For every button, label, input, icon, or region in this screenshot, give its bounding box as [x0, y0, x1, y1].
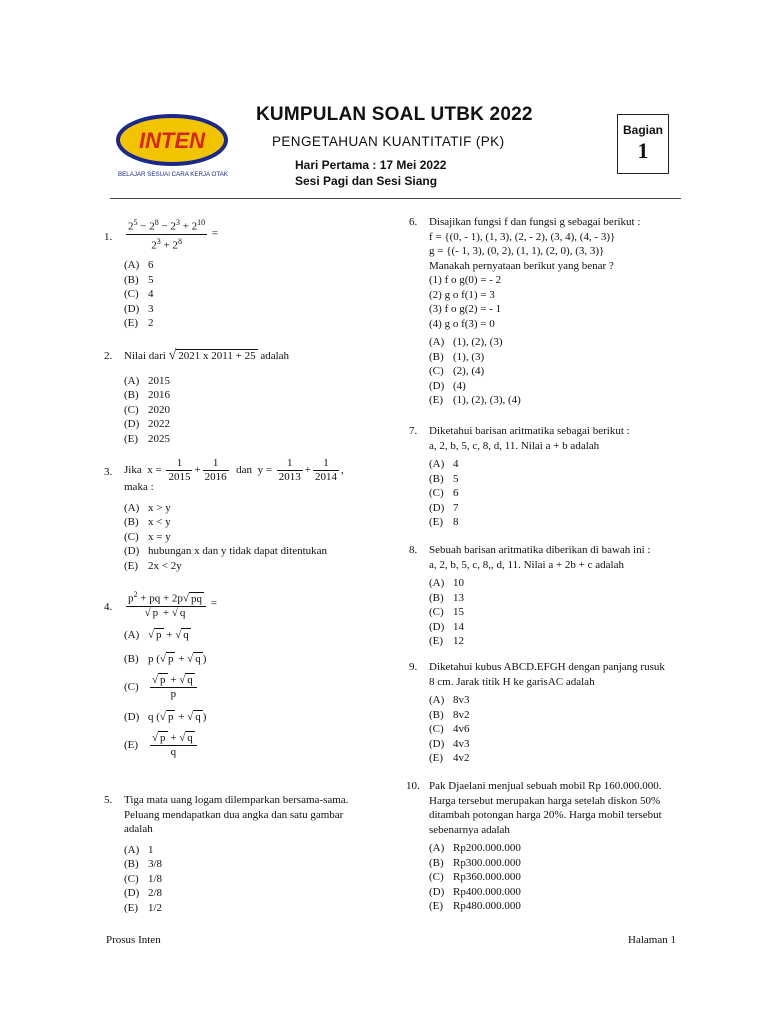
- options-list: [124, 374, 289, 447]
- option-b[interactable]: (B) 2016: [124, 389, 170, 401]
- footer-page-number: Halaman 1: [628, 934, 676, 946]
- question-number: 10.: [406, 780, 420, 792]
- options-list: [429, 841, 662, 914]
- option-e[interactable]: (E) 2025: [124, 432, 170, 445]
- option-d[interactable]: (D) hubungan x dan y tidak dapat ditentukan: [124, 545, 328, 557]
- option-c[interactable]: (C) 2020: [124, 403, 170, 416]
- question-1: 1. $\frac{2^5 - 2^8 - 2^3 + 2^{10}}{2^3 + 2^8}$ = (A) 6 (B) 5 (C) 4 (D) 3 (E) 2: [104, 218, 219, 330]
- option-d[interactable]: (D) 4v3: [429, 737, 470, 750]
- logo-tagline: BELAJAR SESUAI CARA KERJA OTAK: [118, 171, 228, 178]
- options-list: [124, 258, 218, 331]
- question-number: 5.: [104, 794, 113, 806]
- logo-text: INTEN: [139, 128, 205, 153]
- exam-day: Hari Pertama : 17 Mei 2022: [295, 158, 447, 172]
- option-c[interactable]: (C) $\frac{√ p + √ q}{p}$: [124, 674, 217, 710]
- option-c[interactable]: (C) 6: [429, 487, 459, 499]
- option-c[interactable]: (C) x = y: [124, 530, 171, 543]
- option-c[interactable]: (C) 1/8: [124, 872, 163, 885]
- option-b[interactable]: (B) 5: [429, 472, 459, 485]
- option-b[interactable]: (B) 13: [429, 591, 464, 604]
- options-list: [429, 576, 650, 649]
- question-text: Nilai dari: [124, 350, 166, 362]
- function-g: g = {(- 1, 3), (0, 2), (1, 1), (2, 0), (3, 3)}: [429, 245, 605, 257]
- question-10: 10. Pak Djaelani menjual sebuah mobil Rp 160.000.000. Harga tersebut merupakan harga setelah diskon 50% ditambah potongan harga 20%. Harga mobil tersebut sebenarnya adalah (A) Rp200.000.000 (B) Rp300.000.000 (C) Rp360.000.000 (D) Rp400.000.000 (E) Rp480.000.000: [406, 780, 662, 912]
- question-number: 6.: [409, 216, 418, 228]
- question-number: 2.: [104, 350, 113, 362]
- option-a[interactable]: (A) √ p + √ q: [124, 628, 189, 641]
- option-d[interactable]: (D) 14: [429, 620, 464, 633]
- question-5: 5. Tiga mata uang logam dilemparkan bersama-sama. Peluang mendapatkan dua angka dan satu gambar adalah (A) 1 (B) 3/8 (C) 1/8 (D) 2/8 (E) 1/2: [104, 794, 349, 914]
- question-text: Diketahui barisan aritmatika sebagai berikut :: [429, 425, 630, 437]
- expression-fraction: $\frac{p^2 + pq + 2p√ pq}{√ p + √ q}$: [126, 588, 206, 620]
- exam-session: Sesi Pagi dan Sesi Siang: [295, 174, 438, 188]
- question-2: 2. Nilai dari √ 2021 x 2011 + 25 adalah (A) 2015 (B) 2016 (C) 2020 (D) 2022 (E) 2025: [104, 348, 290, 445]
- question-number: 4.: [104, 601, 113, 613]
- option-e[interactable]: (E) 2x < 2y: [124, 559, 182, 572]
- option-e[interactable]: (E) Rp480.000.000: [429, 900, 521, 912]
- option-e[interactable]: (E) 4v2: [429, 752, 470, 764]
- question-text: Pak Djaelani menjual sebuah mobil Rp 160.000.000.: [429, 780, 662, 792]
- option-a[interactable]: (A) 4: [429, 458, 459, 470]
- option-c[interactable]: (C) Rp360.000.000: [429, 871, 521, 883]
- option-e[interactable]: (E) 8: [429, 516, 459, 528]
- page-title: KUMPULAN SOAL UTBK 2022: [256, 104, 533, 125]
- question-number: 9.: [409, 661, 418, 673]
- option-e[interactable]: (E) 2: [124, 317, 154, 330]
- option-b[interactable]: (B) 8v2: [429, 708, 470, 721]
- option-b[interactable]: (B) 5: [124, 273, 154, 286]
- question-6: 6. Disajikan fungsi f dan fungsi g sebagai berikut : f = {(0, - 1), (1, 3), (2, - 2), (3, 4), (4, - 3)} g = {(- 1, 3), (0, 2), (1, 1), (2, 0), (3, 3)} Manakah pernyataan berikut yang benar ? (1) f o g(0) = - 2 (2) g o f(1) = 3 (3) f o g(2) = - 1 (4) g o f(3) = 0 (A) (1), (2), (3) (B) (1), (3) (C) (2), (4) (D) (4) (E) (1), (2), (3), (4): [409, 216, 641, 406]
- options-list: [124, 501, 344, 574]
- option-a[interactable]: (A) 10: [429, 577, 464, 589]
- expression-fraction: $\frac{2^5 - 2^8 - 2^3 + 2^{10}}{2^3 + 2^8}$: [128, 218, 206, 252]
- question-7: 7. Diketahui barisan aritmatika sebagai berikut : a, 2, b, 5, c, 8, d, 11. Nilai a + b adalah (A) 4 (B) 5 (C) 6 (D) 7 (E) 8: [409, 425, 630, 528]
- option-b[interactable]: (B) p (√ p + √ q ): [124, 652, 207, 665]
- options-list: [124, 843, 348, 916]
- option-e[interactable]: (E) $\frac{√ p + √ q}{q}$: [124, 732, 217, 759]
- option-c[interactable]: (C) 4v6: [429, 723, 470, 735]
- question-text: Tiga mata uang logam dilemparkan bersama-sama.: [124, 794, 349, 806]
- option-b[interactable]: (B) x < y: [124, 516, 171, 528]
- option-b[interactable]: (B) 3/8: [124, 858, 163, 870]
- option-a[interactable]: (A) x > y: [124, 501, 171, 514]
- option-a[interactable]: (A) Rp200.000.000: [429, 842, 521, 854]
- question-8: 8. Sebuah barisan aritmatika diberikan di bawah ini : a, 2, b, 5, c, 8,, d, 11. Nilai a + 2b + c adalah (A) 10 (B) 13 (C) 15 (D) 14 (E) 12: [409, 544, 651, 647]
- option-d[interactable]: (D) q (√ p + √ q ): [124, 710, 207, 723]
- radicand: 2021 x 2011 + 25: [178, 350, 256, 362]
- option-e[interactable]: (E) 12: [429, 635, 464, 647]
- question-number: 3.: [104, 466, 113, 478]
- option-a[interactable]: (A) 1: [124, 843, 154, 856]
- question-3: 3. Jika x = $\frac{1}{2015}$ + $\frac{1}{2016}$ dan y = $\frac{1}{2013}$ + $\frac{1}{2014}$ , maka : (A) x > y (B) x < y (C) x = y (D) hubungan x dan y tidak dapat ditentukan (E) 2x < 2y: [104, 457, 344, 572]
- options-list: [124, 628, 217, 759]
- option-b[interactable]: (B) (1), (3): [429, 350, 485, 363]
- option-d[interactable]: (D) 3: [124, 302, 154, 315]
- option-d[interactable]: (D) 2/8: [124, 887, 163, 899]
- option-a[interactable]: (A) 8v3: [429, 694, 470, 706]
- inten-logo: [114, 114, 266, 182]
- statement: (1) f o g(0) = - 2: [429, 274, 502, 286]
- question-number: 8.: [409, 544, 418, 556]
- options-list: [429, 457, 630, 530]
- statement: (4) g o f(3) = 0: [429, 317, 495, 330]
- option-b[interactable]: (B) Rp300.000.000: [429, 856, 521, 869]
- question-text: Disajikan fungsi f dan fungsi g sebagai berikut :: [429, 216, 641, 228]
- statement: (2) g o f(1) = 3: [429, 288, 495, 301]
- question-text: Sebuah barisan aritmatika diberikan di bawah ini :: [429, 544, 651, 556]
- section-number: 1: [637, 138, 649, 163]
- option-a[interactable]: (A) (1), (2), (3): [429, 336, 503, 348]
- function-f: f = {(0, - 1), (1, 3), (2, - 2), (3, 4), (4, - 3)}: [429, 230, 616, 243]
- option-a[interactable]: (A) 2015: [124, 374, 170, 387]
- option-c[interactable]: (C) 15: [429, 606, 464, 618]
- question-text: maka :: [124, 481, 154, 493]
- statement: (3) f o g(2) = - 1: [429, 303, 502, 315]
- question-text: Diketahui kubus ABCD.EFGH dengan panjang rusuk: [429, 661, 665, 673]
- option-d[interactable]: (D) Rp400.000.000: [429, 885, 521, 898]
- question-4: 4. $\frac{p^2 + pq + 2p√ pq}{√ p + √ q}$ = (A) √ p + √ q (B) p (√ p + √ q ) (C) $\frac{√ p + √ q}{p}$ (D) q (√ p + √ q ) (E) $\frac{√ p + √ q}{q}$: [104, 590, 217, 758]
- header-divider: [110, 198, 681, 199]
- exam-schedule: [295, 157, 446, 189]
- option-e[interactable]: (E) 1/2: [124, 901, 163, 914]
- option-d[interactable]: (D) (4): [429, 379, 466, 392]
- options-list: [429, 693, 665, 766]
- option-c[interactable]: (C) (2), (4): [429, 365, 485, 377]
- question-number: 7.: [409, 425, 418, 437]
- options-list: [429, 335, 640, 408]
- footer-left: Prosus Inten: [106, 934, 161, 946]
- option-e[interactable]: (E) (1), (2), (3), (4): [429, 394, 521, 406]
- option-d[interactable]: (D) 2022: [124, 418, 170, 430]
- section-label: Bagian: [622, 123, 663, 137]
- option-a[interactable]: (A) 6: [124, 259, 154, 272]
- option-d[interactable]: (D) 7: [429, 501, 459, 514]
- section-box: [617, 114, 669, 174]
- option-c[interactable]: (C) 4: [124, 288, 154, 301]
- question-9: 9. Diketahui kubus ABCD.EFGH dengan panjang rusuk 8 cm. Jarak titik H ke garisAC adalah (A) 8v3 (B) 8v2 (C) 4v6 (D) 4v3 (E) 4v2: [409, 661, 665, 764]
- page-subtitle: PENGETAHUAN KUANTITATIF (PK): [272, 134, 505, 149]
- question-number: 1.: [104, 231, 113, 243]
